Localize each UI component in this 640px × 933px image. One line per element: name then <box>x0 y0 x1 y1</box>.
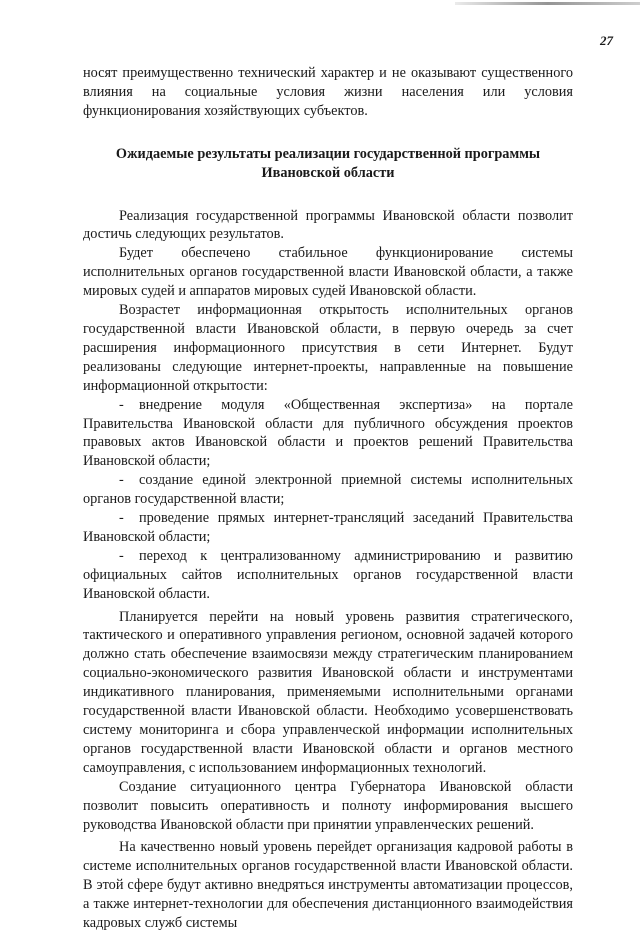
paragraph-stable-functioning: Будет обеспечено стабильное функционирование системы исполнительных органов государственной власти Ивановской области, а также мировых судей и аппаратов мировых судей Ивановской области. <box>83 245 573 300</box>
paragraph-openness: Возрастет информационная открытость исполнительных органов государственной власти Ивановской области, в первую очередь за счет расширения информационного присутствия в сети Интернет. Будут реализованы следующие интернет-проекты, направленные на повышение информационной открытости: <box>83 302 573 394</box>
list-item-text: переход к централизованному администрированию и развитию официальных сайтов исполнительных органов государственной власти Ивановской области. <box>83 547 573 602</box>
list-item <box>83 547 573 604</box>
page-number: 27 <box>600 33 613 48</box>
paragraph-strategic-management: Планируется перейти на новый уровень развития стратегического, тактического и оперативного управления регионом, основной задачей которого должно стать обеспечение взаимосвязи между стратегическим планированием социально-экономического развития Ивановской области и инструментами индикативного планирования, применяемыми исполнительными органами государственной власти Ивановской области. Необходимо усовершенствовать систему мониторинга и сбора управленческой информации исполнительных органов государственной власти Ивановской области и органов местного самоуправления, с использованием информационных технологий. <box>83 608 573 776</box>
bullet-dash: - <box>119 472 124 489</box>
paragraph-situation-center: Создание ситуационного центра Губернатора Ивановской области позволит повысить оперативность и полноту информирования высшего руководства Ивановской области при принятии управленческих решений. <box>83 778 573 833</box>
bullet-dash: - <box>119 510 124 527</box>
document-body <box>83 64 573 933</box>
list-item-text: создание единой электронной приемной системы исполнительных органов государственной власти; <box>83 472 573 508</box>
paragraph-intro: Реализация государственной программы Ивановской области позволит достичь следующих результатов. <box>83 207 573 243</box>
bullet-dash: - <box>119 396 124 413</box>
list-item <box>83 396 573 472</box>
paragraph-hr-work: На качественно новый уровень перейдет организация кадровой работы в системе исполнительных органов государственной власти Ивановской области. В этой сфере будут активно внедряться инструменты автоматизации процессов, а также интернет-технологии для обеспечения дистанционного взаимодействия кадровых служб системы <box>83 839 573 932</box>
paragraph-continuation: носят преимущественно технический характер и не оказывают существенного влияния на социальные условия жизни населения или условия функционирования хозяйствующих субъектов. <box>83 65 573 119</box>
list-item-text: проведение прямых интернет-трансляций заседаний Правительства Ивановской области; <box>83 510 573 545</box>
section-heading: Ожидаемые результаты реализации государственной программы Ивановской области <box>115 145 541 181</box>
list-item <box>83 471 573 509</box>
scan-artifact-line <box>455 2 640 5</box>
list-item <box>83 509 573 547</box>
list-item-text: внедрение модуля «Общественная экспертиза» на портале Правительства Ивановской области для публичного обсуждения проектов правовых актов Ивановской области и проектов решений Правительства Ивановской области; <box>83 396 573 470</box>
bullet-dash: - <box>119 547 124 564</box>
